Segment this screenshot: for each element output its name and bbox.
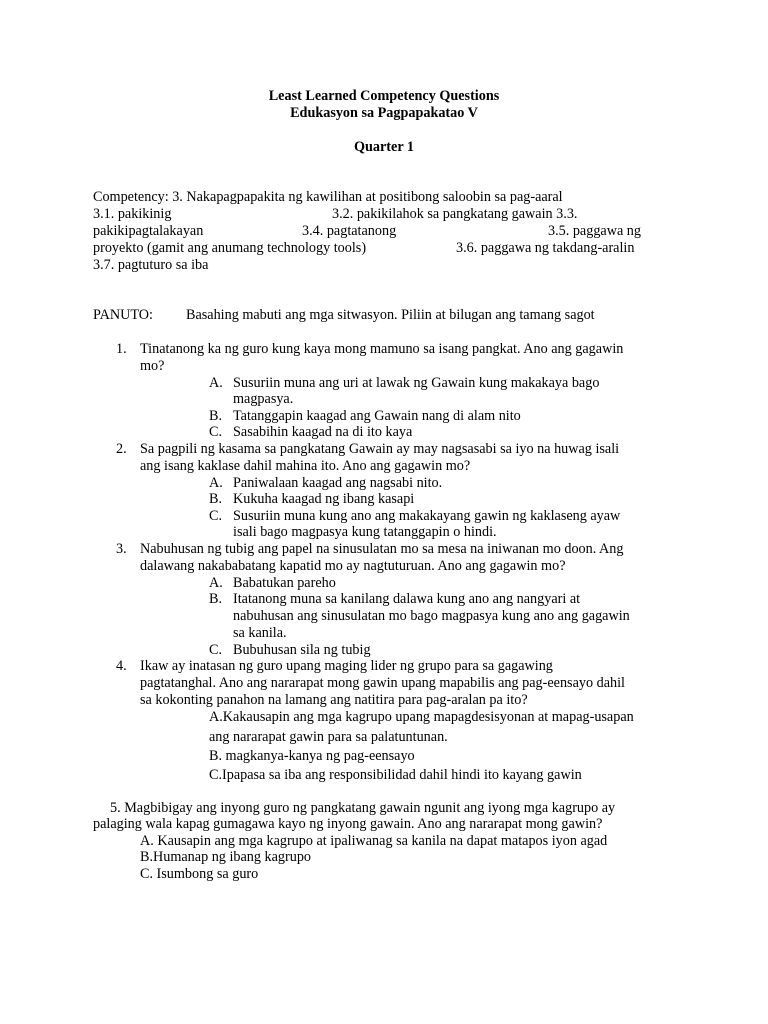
option-letter: B.: [209, 591, 223, 607]
option-text: A.Kakausapin ang mga kagrupo upang mapagdesisyonan at mapag-usapan: [209, 709, 634, 725]
option-text: Kukuha kaagad ng ibang kasapi: [233, 491, 415, 507]
option-text: B.Humanap ng ibang kagrupo: [140, 849, 312, 865]
option-text: Sasabihin kaagad na di ito kaya: [233, 424, 413, 440]
question-text: mo?: [140, 358, 165, 374]
doc-title: Least Learned Competency Questions: [268, 88, 500, 104]
option-text: B. magkanya-kanya ng pag-eensayo: [209, 748, 415, 764]
competency-item: 3.7. pagtuturo sa iba: [93, 257, 209, 273]
competency-item: 3.5. paggawa ng: [548, 223, 641, 239]
option-letter: A.: [209, 375, 223, 391]
question-number: 2.: [116, 441, 127, 457]
competency-line: Competency: 3. Nakapagpapakita ng kawilihan at positibong saloobin sa pag-aaral: [93, 189, 563, 205]
question-text: sa kokonting panahon na lamang ang natitira para pag-aralan pa ito?: [140, 692, 528, 708]
question-text: Sa pagpili ng kasama sa pangkatang Gawain ay may nagsasabi sa iyo na huwag isali: [140, 441, 620, 457]
option-letter: C.: [209, 424, 223, 440]
doc-quarter: Quarter 1: [353, 139, 415, 155]
option-text: Susuriin muna ang uri at lawak ng Gawain kung makakaya bago: [233, 375, 600, 391]
instructions-text: Basahing mabuti ang mga sitwasyon. Piliin at bilugan ang tamang sagot: [186, 307, 595, 323]
option-letter: C.: [209, 642, 223, 658]
option-text: Susuriin muna kung ano ang makakayang gawin ng kaklaseng ayaw: [233, 508, 621, 524]
option-text: ang nararapat gawin para sa palatuntunan.: [209, 729, 448, 745]
competency-item: 3.2. pakikilahok sa pangkatang gawain 3.3.: [332, 206, 578, 222]
competency-item: proyekto (gamit ang anumang technology tools): [93, 240, 367, 256]
option-text: C.Ipapasa sa iba ang responsibilidad dahil hindi ito kayang gawin: [209, 767, 582, 783]
question-text: Ikaw ay inatasan ng guro upang maging lider ng grupo para sa gagawing: [140, 658, 553, 674]
option-letter: A.: [209, 575, 223, 591]
option-text: Paniwalaan kaagad ang nagsabi nito.: [233, 475, 443, 491]
question-text: pagtatanghal. Ano ang nararapat mong gawin upang mapabilis ang pag-eensayo dahil: [140, 675, 625, 691]
option-text: Itatanong muna sa kanilang dalawa kung ano ang nangyari at: [233, 591, 581, 607]
option-text: Babatukan pareho: [233, 575, 336, 591]
question-number: 3.: [116, 541, 127, 557]
question-text: Tinatanong ka ng guro kung kaya mong mamuno sa isang pangkat. Ano ang gagawin: [140, 341, 624, 357]
option-text: isali bago magpasya kung tatanggapin o hindi.: [233, 524, 497, 540]
doc-subject: Edukasyon sa Pagpapakatao V: [290, 105, 478, 121]
option-text: Tatanggapin kaagad ang Gawain nang di alam nito: [233, 408, 521, 424]
competency-item: 3.1. pakikinig: [93, 206, 172, 222]
question-text: 5. Magbibigay ang inyong guro ng pangkatang gawain ngunit ang iyong mga kagrupo ay: [110, 800, 616, 816]
competency-item: 3.6. paggawa ng takdang-aralin: [456, 240, 635, 256]
option-text: Bubuhusan sila ng tubig: [233, 642, 371, 658]
option-letter: B.: [209, 491, 223, 507]
question-text: dalawang nakababatang kapatid mo ay nagtuturuan. Ano ang gagawin mo?: [140, 558, 566, 574]
option-letter: B.: [209, 408, 223, 424]
instructions-label: PANUTO:: [93, 307, 153, 323]
question-text: palaging wala kapag gumagawa kayo ng inyong gawain. Ano ang nararapat mong gawin?: [93, 816, 603, 832]
question-text: Nabuhusan ng tubig ang papel na sinusulatan mo sa mesa na iniwanan mo doon. Ang: [140, 541, 624, 557]
option-text: C. Isumbong sa guro: [140, 866, 259, 882]
question-text: ang isang kaklase dahil mahina ito. Ano ang gagawin mo?: [140, 458, 471, 474]
option-text: A. Kausapin ang mga kagrupo at ipaliwanag sa kanila na dapat matapos iyon agad: [140, 833, 608, 849]
competency-item: 3.4. pagtatanong: [302, 223, 397, 239]
option-letter: C.: [209, 508, 223, 524]
option-text: nabuhusan ang sinusulatan mo bago magpasya kung ano ang gagawin: [233, 608, 630, 624]
competency-item: pakikipagtalakayan: [93, 223, 204, 239]
question-number: 1.: [116, 341, 127, 357]
option-text: magpasya.: [233, 391, 294, 407]
question-number: 4.: [116, 658, 127, 674]
option-text: sa kanila.: [233, 625, 287, 641]
option-letter: A.: [209, 475, 223, 491]
